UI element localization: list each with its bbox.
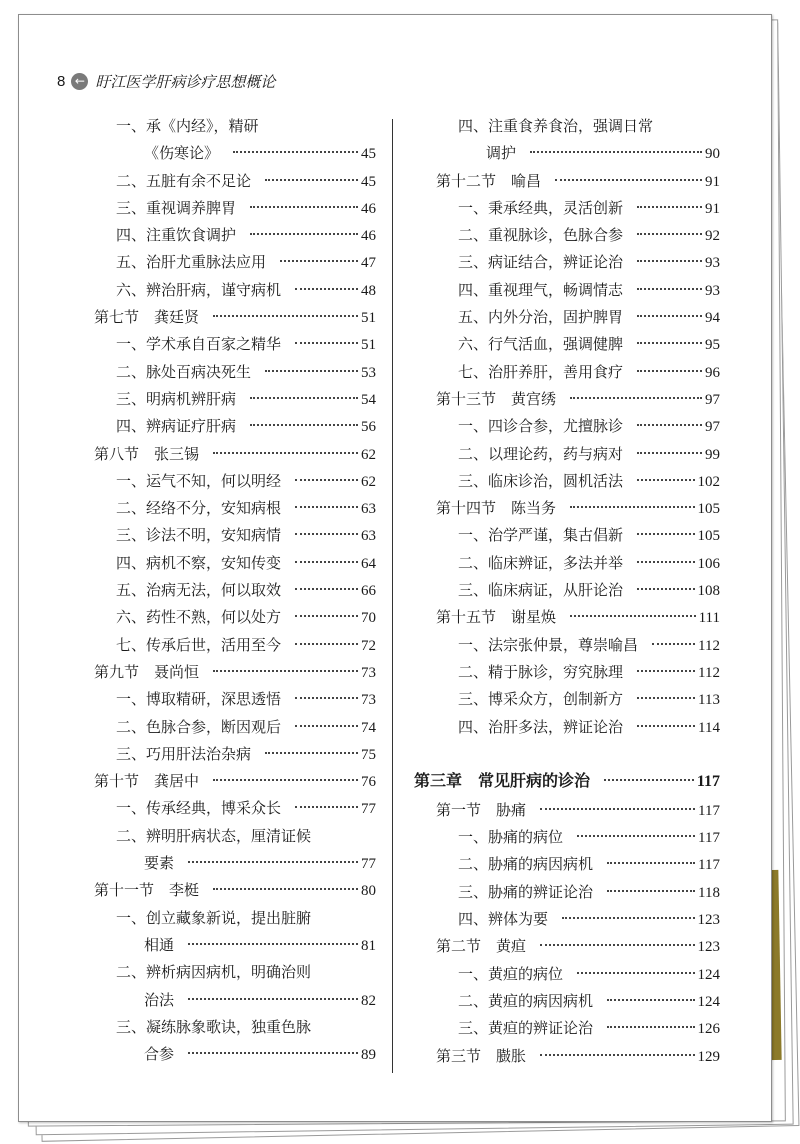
toc-page-number: 113 (698, 692, 720, 709)
dot-leader (295, 533, 358, 535)
dot-leader (570, 397, 702, 399)
dot-leader (295, 588, 358, 590)
toc-entry-title: 第十五节 谢星焕 (436, 608, 557, 627)
toc-entry[interactable] (414, 906, 720, 933)
toc-entry-title: 一、黄疸的病位 (458, 964, 564, 983)
toc-page-number: 93 (705, 255, 720, 272)
toc-entry-title: 治法 (144, 990, 175, 1009)
toc-entry-title: 二、五脏有余不足论 (116, 171, 252, 190)
toc-entry-title: 第十四节 陈当务 (436, 499, 557, 518)
toc-page-number: 75 (361, 746, 376, 763)
toc-entry[interactable] (414, 441, 720, 468)
toc-page-number: 99 (705, 446, 720, 463)
toc-entry[interactable] (94, 277, 376, 304)
toc-entry[interactable] (414, 879, 720, 906)
toc-page-number: 51 (361, 310, 376, 327)
toc-section[interactable] (414, 386, 720, 413)
dot-leader (250, 233, 358, 235)
toc-page-number: 112 (698, 637, 720, 654)
toc-entry-title: 四、辨病证疗肝病 (116, 417, 237, 436)
toc-page-number: 129 (697, 1048, 720, 1065)
toc-entry-continuation[interactable] (94, 1041, 376, 1068)
toc-entry[interactable] (94, 823, 376, 850)
toc-page-number: 53 (361, 364, 376, 381)
toc-left-column (94, 113, 376, 1068)
toc-page-number: 73 (361, 664, 376, 681)
toc-entry[interactable] (414, 413, 720, 440)
toc-entry-title: 第八节 张三锡 (94, 444, 200, 463)
toc-chapter[interactable] (414, 765, 720, 797)
toc-entry-title: 四、注重饮食调护 (116, 226, 237, 245)
toc-entry-title: 七、传承后世，活用至今 (116, 635, 282, 654)
toc-page-number: 112 (698, 664, 720, 681)
toc-entry-title: 一、承《内经》，精研 (116, 117, 259, 135)
toc-entry[interactable] (414, 522, 720, 549)
toc-entry[interactable] (94, 195, 376, 222)
dot-leader (295, 806, 358, 808)
toc-entry-title: 五、治肝尤重脉法应用 (116, 253, 267, 272)
toc-page-number: 45 (361, 146, 376, 163)
toc-entry-title: 第十三节 黄宫绣 (436, 389, 557, 408)
toc-entry-title: 二、以理论药，药与病对 (458, 444, 624, 463)
toc-section[interactable] (414, 1043, 720, 1070)
toc-entry-title: 二、经络不分，安知病根 (116, 499, 282, 518)
dot-leader (637, 233, 702, 235)
column-divider (392, 119, 393, 1073)
toc-page-number: 97 (705, 391, 720, 408)
toc-page-number: 124 (697, 966, 720, 983)
dot-leader (213, 888, 358, 890)
dot-leader (295, 506, 358, 508)
toc-entry-title: 二、临床辨证，多法并举 (458, 553, 624, 572)
dot-leader (295, 288, 358, 290)
toc-entry[interactable] (414, 851, 720, 878)
toc-entry-title: 一、胁痛的病位 (458, 828, 564, 847)
toc-entry-title: 四、注重食养食治，强调日常 (458, 117, 654, 135)
toc-page-number: 63 (361, 501, 376, 518)
running-header (57, 69, 275, 93)
toc-entry[interactable] (414, 222, 720, 249)
toc-page-number: 117 (696, 772, 720, 790)
toc-entry-title: 四、重视理气，畅调情志 (458, 280, 624, 299)
dot-leader (540, 944, 694, 946)
dot-leader (188, 943, 358, 945)
toc-page-number: 106 (697, 555, 720, 572)
toc-entry[interactable] (414, 550, 720, 577)
toc-entry-continuation[interactable] (94, 140, 376, 167)
toc-entry[interactable] (414, 331, 720, 358)
book-title: 盱江医学肝病诊疗思想概论 (95, 72, 276, 91)
toc-page-number: 72 (361, 637, 376, 654)
toc-entry[interactable] (94, 550, 376, 577)
toc-entry[interactable] (94, 686, 376, 713)
toc-page-number: 54 (361, 391, 376, 408)
toc-entry-title: 第十二节 喻昌 (436, 171, 542, 190)
dot-leader (188, 998, 358, 1000)
toc-entry[interactable] (414, 1015, 720, 1042)
toc-entry[interactable] (94, 113, 376, 140)
dot-leader (637, 370, 702, 372)
toc-entry-title: 一、治学严谨，集古倡新 (458, 526, 624, 545)
toc-page-number: 62 (361, 473, 376, 490)
toc-entry[interactable] (94, 905, 376, 932)
toc-entry-title: 二、辨析病因病机，明确治则 (116, 963, 312, 982)
dot-leader (295, 725, 358, 727)
toc-entry-title: 二、胁痛的病因病机 (458, 855, 594, 874)
toc-page-number: 108 (697, 583, 720, 600)
dot-leader (213, 452, 358, 454)
toc-entry[interactable] (94, 249, 376, 276)
dot-leader (213, 779, 358, 781)
dot-leader (637, 288, 702, 290)
page-number: 8 (57, 72, 66, 90)
toc-page-number: 117 (698, 802, 720, 819)
dot-leader (213, 670, 358, 672)
toc-entry[interactable] (414, 632, 720, 659)
toc-entry-title: 第十一节 李梃 (94, 881, 200, 900)
toc-page-number: 63 (361, 528, 376, 545)
toc-entry-title: 一、四诊合参，尤擅脉诊 (458, 417, 624, 436)
toc-entry[interactable] (94, 604, 376, 631)
toc-page-number: 56 (361, 419, 376, 436)
toc-entry-title: 调护 (486, 144, 517, 163)
toc-entry-title: 第七节 龚廷贤 (94, 308, 200, 327)
toc-entry[interactable] (414, 577, 720, 604)
toc-entry-title: 一、学术承自百家之精华 (116, 335, 282, 354)
dot-leader (637, 424, 702, 426)
toc-entry[interactable] (94, 359, 376, 386)
dot-leader (637, 697, 695, 699)
toc-page-number: 114 (698, 719, 720, 736)
toc-entry-title: 三、巧用肝法治杂病 (116, 744, 252, 763)
toc-page-number: 46 (361, 228, 376, 245)
toc-page-number: 70 (361, 610, 376, 627)
toc-page-number: 124 (697, 993, 720, 1010)
toc-page-number: 90 (705, 146, 720, 163)
toc-entry-title: 二、精于脉诊，穷究脉理 (458, 662, 624, 681)
toc-entry-title: 三、病证结合，辨证论治 (458, 253, 624, 272)
toc-entry-title: 三、临床病证，从肝论治 (458, 581, 624, 600)
toc-entry-title: 五、治病无法，何以取效 (116, 581, 282, 600)
dot-leader (637, 725, 695, 727)
dot-leader (540, 1054, 694, 1056)
toc-page-number: 47 (361, 255, 376, 272)
toc-page-number: 62 (361, 446, 376, 463)
dot-leader (604, 779, 694, 781)
toc-entry-title: 七、治肝养肝，善用食疗 (458, 362, 624, 381)
toc-page-number: 91 (705, 173, 720, 190)
toc-page-number: 73 (361, 692, 376, 709)
dot-leader (213, 315, 358, 317)
dot-leader (607, 1026, 694, 1028)
toc-entry-title: 第二节 黄疸 (436, 937, 527, 956)
toc-entry[interactable] (414, 686, 720, 713)
dot-leader (295, 479, 358, 481)
toc-page-number: 126 (697, 1021, 720, 1038)
toc-section[interactable] (414, 604, 720, 631)
toc-entry-title: 第一节 胁痛 (436, 800, 527, 819)
toc-entry[interactable] (94, 386, 376, 413)
toc-entry-title: 二、脉处百病决死生 (116, 362, 252, 381)
toc-entry-title: 三、凝练脉象歌诀，独重色脉 (116, 1017, 312, 1036)
toc-entry[interactable] (94, 741, 376, 768)
section-spacer (414, 741, 720, 765)
toc-section[interactable] (94, 304, 376, 331)
toc-entry-title: 三、胁痛的辨证论治 (458, 882, 594, 901)
toc-entry[interactable] (414, 714, 720, 741)
dot-leader (652, 643, 695, 645)
toc-entry-title: 五、内外分治，固护脾胃 (458, 308, 624, 327)
toc-section[interactable] (414, 168, 720, 195)
toc-entry-title: 三、黄疸的辨证论治 (458, 1019, 594, 1038)
toc-page-number: 64 (361, 555, 376, 572)
toc-page-number: 93 (705, 282, 720, 299)
toc-page-number: 95 (705, 337, 720, 354)
toc-entry[interactable] (414, 277, 720, 304)
toc-entry[interactable] (94, 1014, 376, 1041)
toc-entry-title: 一、法宗张仲景，尊崇喻昌 (458, 635, 639, 654)
toc-entry-continuation[interactable] (414, 140, 720, 167)
toc-page-number: 77 (361, 856, 376, 873)
toc-page-number: 117 (698, 857, 720, 874)
toc-entry-title: 相通 (144, 935, 175, 954)
toc-entry-title: 三、诊法不明，安知病情 (116, 526, 282, 545)
toc-page-number: 118 (698, 884, 720, 901)
toc-page-number: 96 (705, 364, 720, 381)
dot-leader (607, 999, 694, 1001)
dot-leader (637, 206, 702, 208)
toc-entry[interactable] (414, 304, 720, 331)
toc-entry-title: 一、博取精研，深思透悟 (116, 690, 282, 709)
toc-entry-title: 二、重视脉诊，色脉合参 (458, 226, 624, 245)
toc-entry[interactable] (94, 632, 376, 659)
toc-entry-title: 四、病机不察，安知传变 (116, 553, 282, 572)
dot-leader (637, 452, 702, 454)
toc-entry-title: 三、重视调养脾胃 (116, 198, 237, 217)
toc-page-number: 91 (705, 200, 720, 217)
toc-page-number: 105 (697, 501, 720, 518)
toc-entry[interactable] (414, 468, 720, 495)
dot-leader (570, 615, 696, 617)
toc-entry[interactable] (94, 168, 376, 195)
toc-entry[interactable] (414, 113, 720, 140)
toc-section[interactable] (94, 877, 376, 904)
toc-entry[interactable] (94, 222, 376, 249)
toc-section[interactable] (414, 797, 720, 824)
toc-section[interactable] (94, 659, 376, 686)
toc-entry-title: 三、临床诊治，圆机活法 (458, 471, 624, 490)
toc-entry[interactable] (414, 988, 720, 1015)
toc-entry[interactable] (414, 249, 720, 276)
toc-page-number: 97 (705, 419, 720, 436)
dot-leader (250, 206, 358, 208)
dot-leader (637, 479, 694, 481)
toc-section[interactable] (94, 768, 376, 795)
toc-page-number: 111 (698, 610, 720, 627)
toc-entry-title: 一、传承经典，博采众长 (116, 799, 282, 818)
toc-page-number: 102 (697, 473, 720, 490)
toc-entry-title: 一、秉承经典，灵活创新 (458, 198, 624, 217)
toc-entry[interactable] (94, 577, 376, 604)
toc-page-number: 77 (361, 801, 376, 818)
dot-leader (265, 370, 358, 372)
dot-leader (577, 835, 695, 837)
toc-page-number: 66 (361, 583, 376, 600)
toc-page-number: 80 (361, 883, 376, 900)
dot-leader (562, 917, 694, 919)
toc-right-column (414, 113, 720, 1070)
toc-entry-title: 四、辨体为要 (458, 910, 549, 929)
toc-entry[interactable] (94, 795, 376, 822)
dot-leader (188, 1052, 358, 1054)
toc-page-number: 51 (361, 337, 376, 354)
dot-leader (637, 588, 694, 590)
dot-leader (555, 179, 702, 181)
toc-entry[interactable] (414, 824, 720, 851)
toc-entry-title: 一、运气不知，何以明经 (116, 471, 282, 490)
toc-section[interactable] (414, 933, 720, 960)
toc-entry[interactable] (94, 468, 376, 495)
dot-leader (530, 151, 702, 153)
dot-leader (540, 808, 695, 810)
dot-leader (637, 670, 695, 672)
toc-entry-title: 四、治肝多法，辨证论治 (458, 717, 624, 736)
dot-leader (607, 890, 695, 892)
toc-page-number: 81 (361, 937, 376, 954)
dot-leader (570, 506, 694, 508)
dot-leader (250, 397, 358, 399)
toc-entry[interactable] (94, 413, 376, 440)
toc-page-number: 94 (705, 310, 720, 327)
toc-entry[interactable] (414, 359, 720, 386)
toc-entry[interactable] (414, 961, 720, 988)
dot-leader (233, 151, 358, 153)
toc-entry-title: 第三章 常见肝病的诊治 (414, 770, 591, 790)
book-page (18, 14, 772, 1122)
dot-leader (295, 643, 358, 645)
toc-entry[interactable] (414, 195, 720, 222)
dot-leader (637, 342, 702, 344)
toc-entry-title: 《伤寒论》 (144, 144, 220, 163)
toc-page-number: 46 (361, 200, 376, 217)
toc-entry[interactable] (94, 522, 376, 549)
toc-entry[interactable] (94, 495, 376, 522)
dot-leader (188, 861, 358, 863)
toc-entry-title: 三、明病机辨肝病 (116, 389, 237, 408)
dot-leader (607, 862, 695, 864)
toc-page-number: 48 (361, 282, 376, 299)
toc-section[interactable] (414, 495, 720, 522)
toc-entry-title: 一、创立藏象新说，提出脏腑 (116, 908, 312, 927)
toc-page-number: 117 (698, 830, 720, 847)
dot-leader (280, 260, 358, 262)
toc-entry-title: 二、色脉合参，断因观后 (116, 717, 282, 736)
toc-entry-title: 合参 (144, 1045, 175, 1064)
toc-page-number: 123 (697, 939, 720, 956)
toc-page-number: 45 (361, 173, 376, 190)
dot-leader (637, 315, 702, 317)
toc-entry[interactable] (94, 959, 376, 986)
dot-leader (265, 752, 358, 754)
toc-entry-title: 第九节 聂尚恒 (94, 662, 200, 681)
dot-leader (577, 972, 694, 974)
toc-entry-title: 要素 (144, 854, 175, 873)
toc-entry-title: 六、药性不熟，何以处方 (116, 608, 282, 627)
toc-entry-title: 二、辨明肝病状态，厘清证候 (116, 826, 312, 845)
dot-leader (637, 260, 702, 262)
dot-leader (637, 533, 694, 535)
toc-section[interactable] (94, 441, 376, 468)
toc-entry[interactable] (94, 714, 376, 741)
toc-entry-continuation[interactable] (94, 850, 376, 877)
toc-page-number: 123 (697, 912, 720, 929)
toc-page-number: 82 (361, 992, 376, 1009)
toc-page-number: 74 (361, 719, 376, 736)
toc-entry-title: 六、辨治肝病，谨守病机 (116, 280, 282, 299)
toc-entry[interactable] (414, 659, 720, 686)
toc-page-number: 89 (361, 1047, 376, 1064)
dot-leader (295, 561, 358, 563)
toc-page-number: 76 (361, 774, 376, 791)
dot-leader (295, 342, 358, 344)
dot-leader (295, 697, 358, 699)
toc-entry-title: 六、行气活血，强调健脾 (458, 335, 624, 354)
toc-page-number: 105 (697, 528, 720, 545)
dot-leader (295, 615, 358, 617)
toc-entry-continuation[interactable] (94, 932, 376, 959)
toc-entry[interactable] (94, 331, 376, 358)
dot-leader (250, 424, 358, 426)
toc-entry-title: 二、黄疸的病因病机 (458, 991, 594, 1010)
toc-entry-title: 第三节 臌胀 (436, 1046, 527, 1065)
dot-leader (265, 179, 358, 181)
back-arrow-icon: ← (71, 73, 88, 90)
toc-entry-title: 三、博采众方，创制新方 (458, 690, 624, 709)
dot-leader (637, 561, 694, 563)
toc-page-number: 92 (705, 228, 720, 245)
toc-entry-title: 第十节 龚居中 (94, 772, 200, 791)
toc-entry-continuation[interactable] (94, 987, 376, 1014)
